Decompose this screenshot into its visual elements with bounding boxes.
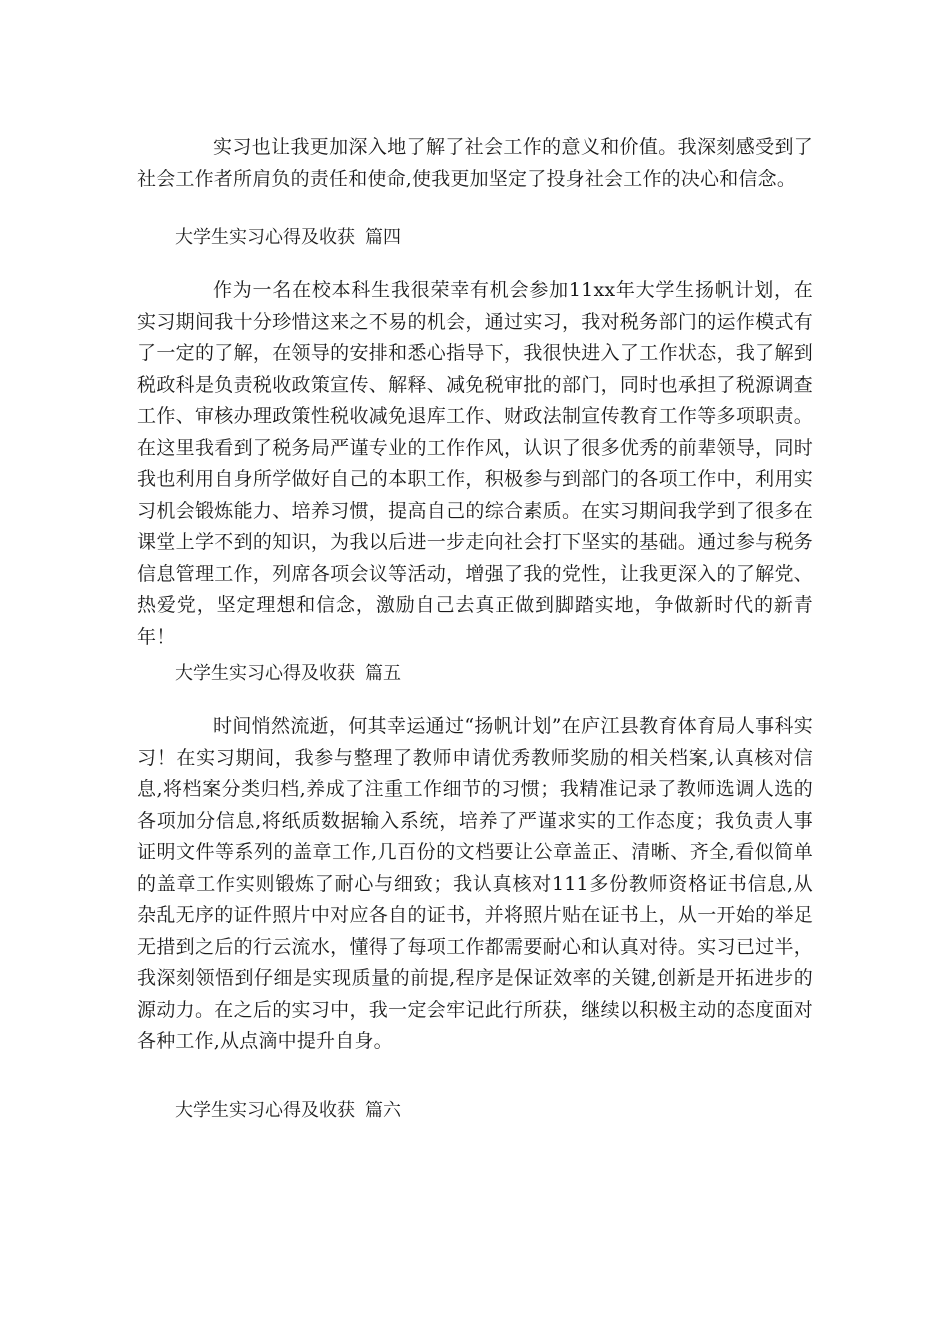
- section-title: 大学生实习心得及收获: [175, 1100, 355, 1121]
- section-number: 篇四: [365, 227, 401, 248]
- section-heading-5: [175, 659, 401, 689]
- section-number: 篇五: [365, 663, 401, 684]
- section-4-body: 作为一名在校本科生我很荣幸有机会参加11xx年大学生扬帆计划，在实习期间我十分珍惜这来之不易的机会，通过实习，我对税务部门的运作模式有了一定的了解，在领导的安排和悉心指导下，我很快进入了工作状态，我了解到税政科是负责税收政策宣传、解释、减免税审批的部门，同时也承担了税源调查工作、审核办理政策性税收减免退库工作、财政法制宣传教育工作等多项职责。在这里我看到了税务局严谨专业的工作作风，认识了很多优秀的前辈领导，同时我也利用自身所学做好自己的本职工作，积极参与到部门的各项工作中，利用实习机会锻炼能力、培养习惯，提高自己的综合素质。在实习期间我学到了很多在课堂上学不到的知识，为我以后进一步走向社会打下坚实的基础。通过参与税务信息管理工作，列席各项会议等活动，增强了我的党性，让我更深入的了解党、热爱党，坚定理想和信念，激励自己去真正做到脚踏实地，争做新时代的新青年！: [137, 279, 813, 648]
- paragraph-intro: 实习也让我更加深入地了解了社会工作的意义和价值。我深刻感受到了社会工作者所肩负的责任和使命,使我更加坚定了投身社会工作的决心和信念。: [137, 136, 813, 190]
- section-number: 篇六: [365, 1100, 401, 1121]
- section-title: 大学生实习心得及收获: [175, 663, 355, 684]
- section-heading-4: [175, 223, 401, 253]
- section-5-body: 时间悄然流逝，何其幸运通过“扬帆计划”在庐江县教育体育局人事科实习！在实习期间，我参与整理了教师申请优秀教师奖励的相关档案,认真核对信息,将档案分类归档,养成了注重工作细节的习惯；我精准记录了教师选调人选的各项加分信息,将纸质数据输入系统，培养了严谨求实的工作态度；我负责人事证明文件等系列的盖章工作,几百份的文档要让公章盖正、清晰、齐全,看似简单的盖章工作实则锻炼了耐心与细致；我认真核对111多份教师资格证书信息,从杂乱无序的证件照片中对应各自的证书，并将照片贴在证书上，从一开始的举足无措到之后的行云流水，懂得了每项工作都需要耐心和认真对待。实习已过半，我深刻领悟到仔细是实现质量的前提,程序是保证效率的关键,创新是开拓进步的源动力。在之后的实习中，我一定会牢记此行所获，继续以积极主动的态度面对各种工作,从点滴中提升自身。: [137, 715, 813, 1052]
- section-heading-6: [175, 1096, 401, 1126]
- section-title: 大学生实习心得及收获: [175, 227, 355, 248]
